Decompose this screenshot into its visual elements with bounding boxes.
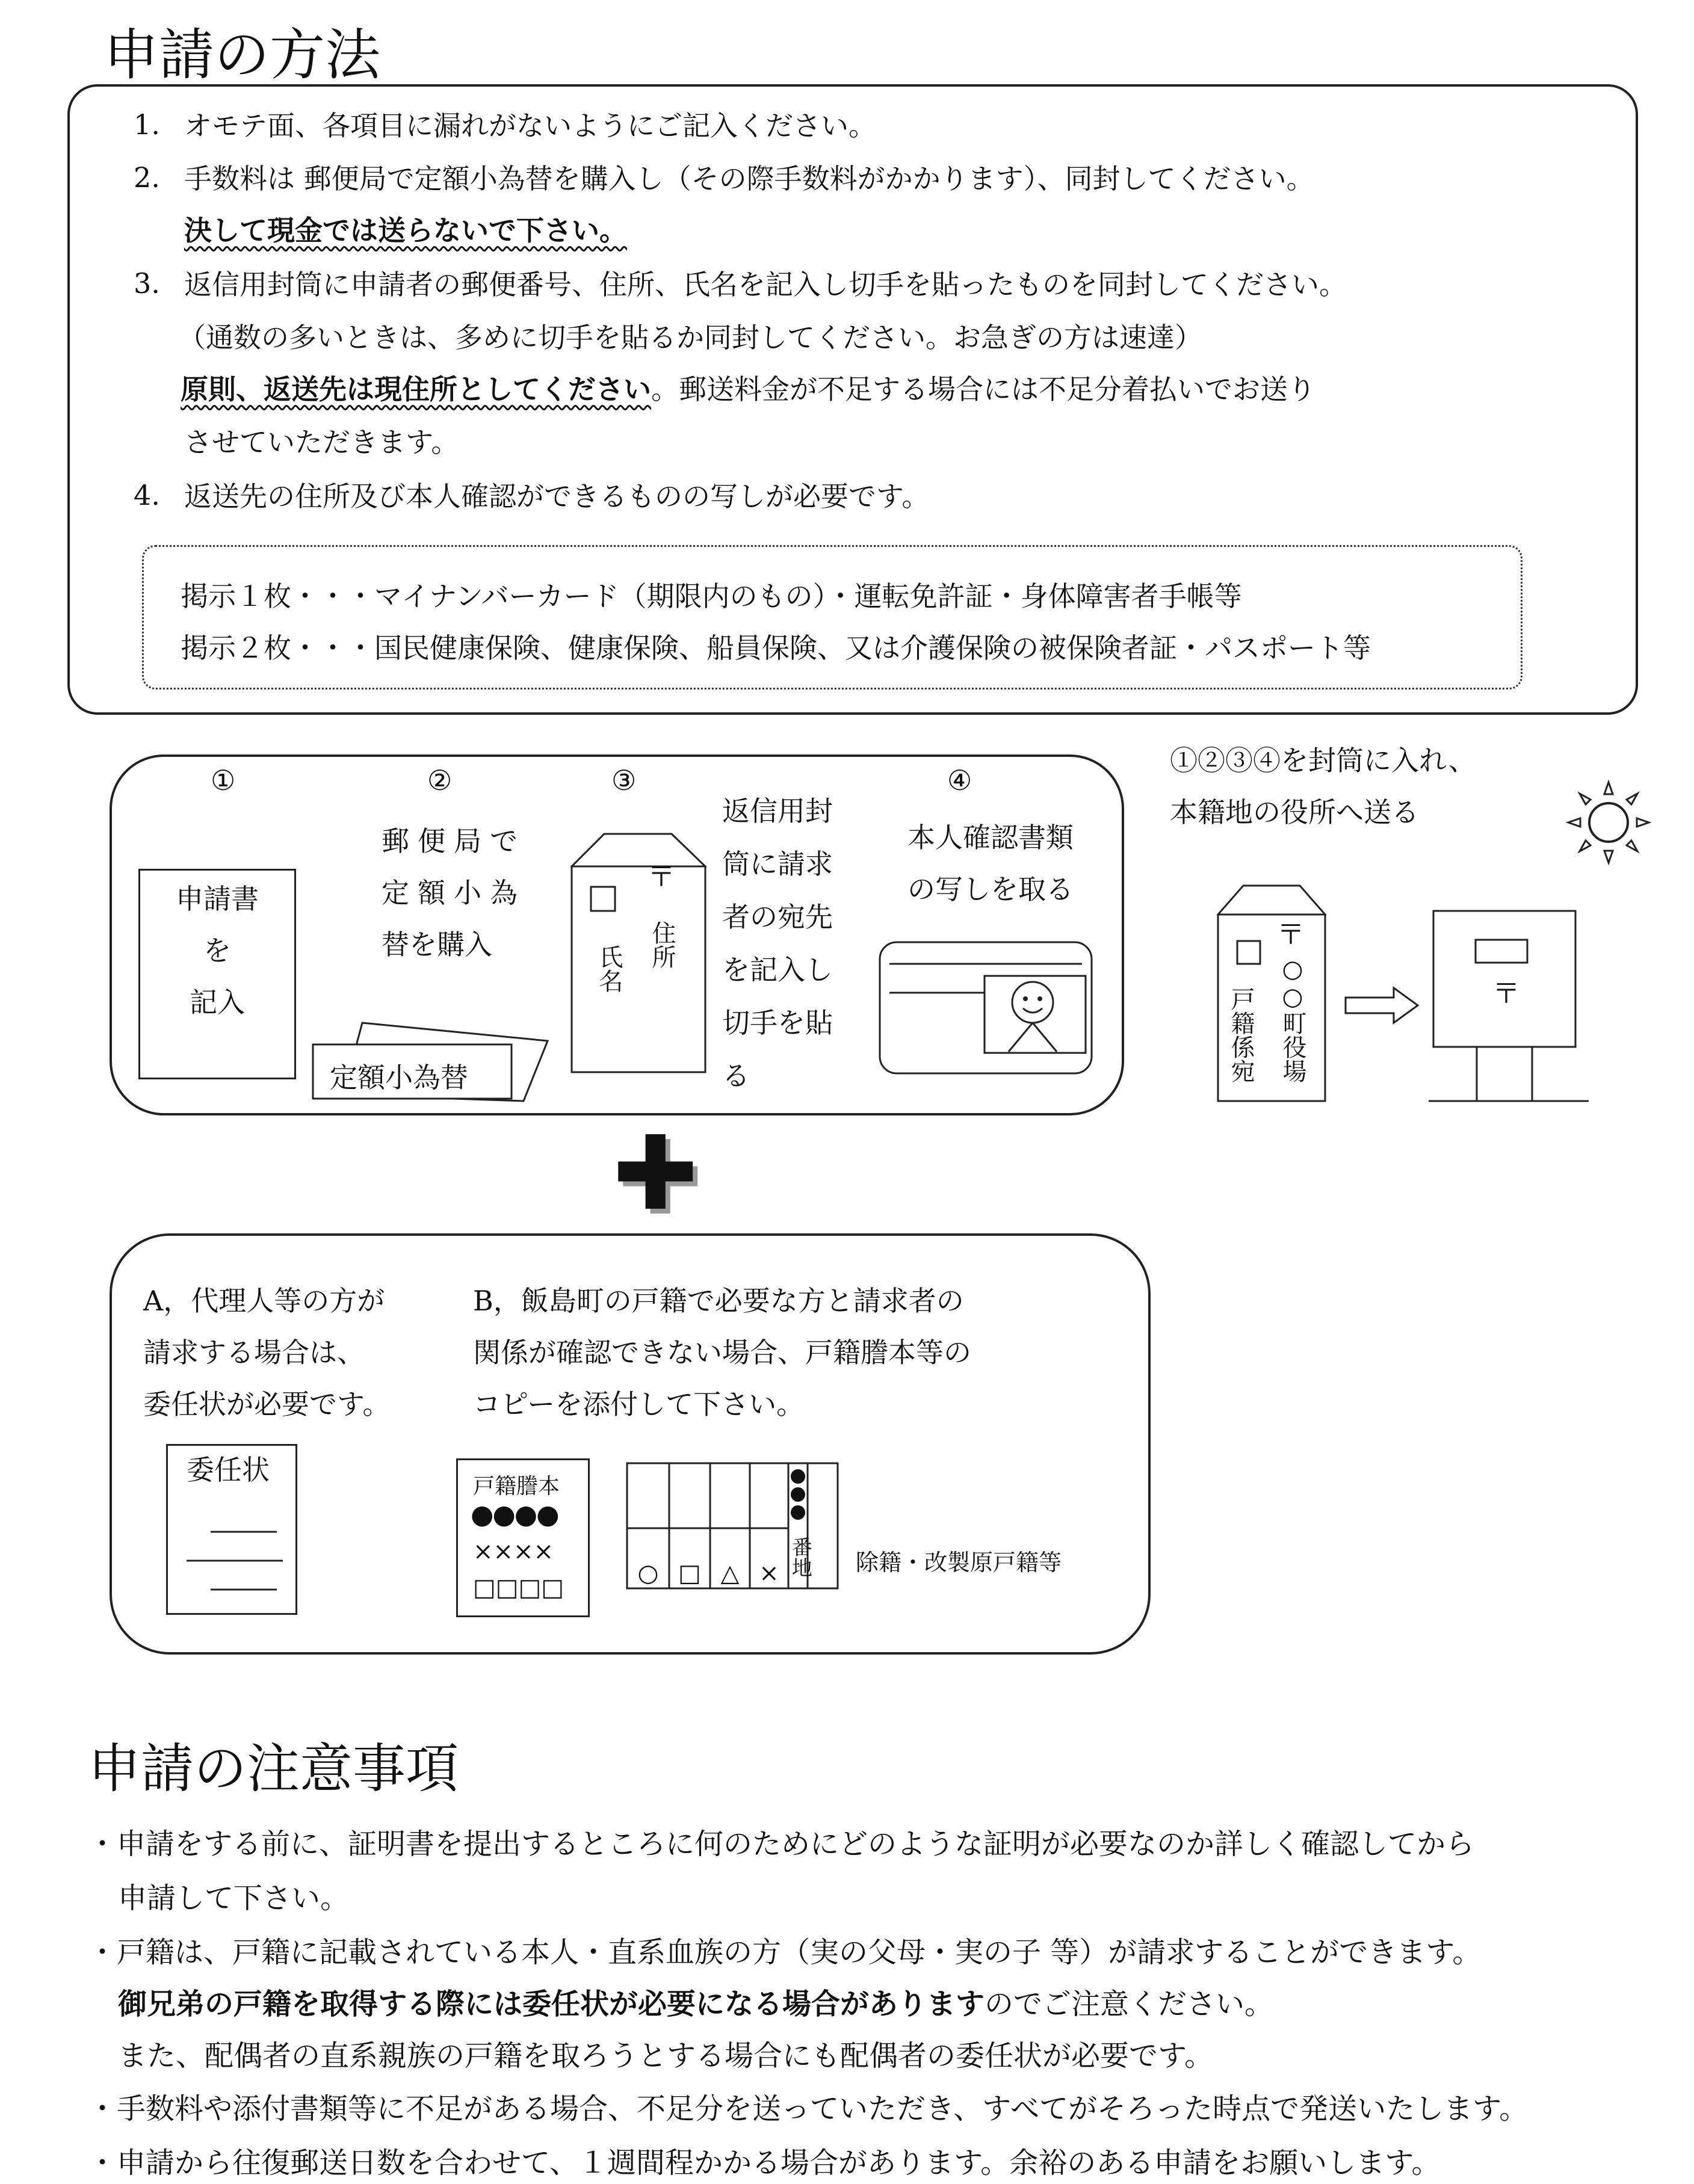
item-1-text: オモテ面、各項目に漏れがないようにご記入ください。: [184, 110, 876, 142]
step-3-line-1: 返信用封: [722, 795, 833, 827]
step-1-line-3: 記入: [190, 986, 245, 1019]
step-2-line-3: 替を購入: [382, 928, 492, 961]
proxy-document-lines: [175, 1522, 289, 1606]
step-3-line-5: 切手を貼: [722, 1007, 833, 1039]
case-b-line-2: 関係が確認できない場合、戸籍謄本等の: [473, 1336, 971, 1369]
step-1-line-1: 申請書: [176, 883, 259, 915]
proxy-document-title: 委任状: [187, 1454, 270, 1486]
sibling-proxy-warning: 御兄弟の戸籍を取得する際には委任状が必要になる場合があります: [118, 1987, 985, 2021]
step-2-line-1: 郵便局で: [382, 825, 526, 857]
return-envelope-name: 氏名: [595, 945, 623, 993]
item-3-sub1: （通数の多いときは、多めに切手を貼るか同封してください。お急ぎの方は速達）: [178, 321, 1202, 354]
old-register-banchi: 番地: [788, 1537, 812, 1578]
old-register-cell-1: ○: [637, 1559, 659, 1587]
item-2-number: 2.: [134, 161, 160, 194]
item-3-sub2: [181, 373, 1315, 406]
old-register-label: 除籍・改製原戸籍等: [856, 1549, 1062, 1576]
koseki-tohon-title: 戸籍謄本: [473, 1474, 560, 1499]
money-order-label: 定額小為替: [330, 1061, 468, 1094]
koseki-tohon-row-3: □□□□: [473, 1574, 564, 1602]
outgoing-envelope-name: 戸籍係宛: [1227, 987, 1255, 1083]
outgoing-envelope-postal-mark: 〒: [1277, 918, 1305, 951]
return-envelope-postal-mark: 〒: [648, 860, 675, 893]
note-4: ・申請から往復郵送日数を合わせて、１週間程かかる場合があります。余裕のある申請をお願いします。: [88, 2146, 1441, 2180]
step-4-number: ④: [947, 764, 972, 797]
item-3-number: 3.: [134, 267, 160, 300]
send-line-2: 本籍地の役所へ送る: [1170, 796, 1419, 828]
case-a-line-3: 委任状が必要です。: [143, 1388, 391, 1421]
method-title: 申請の方法: [104, 23, 381, 87]
old-register-cell-2: □: [678, 1559, 701, 1587]
sun-icon: [1565, 779, 1652, 866]
item-4-text: 返送先の住所及び本人確認ができるものの写しが必要です。: [184, 480, 930, 513]
note-3: ・手数料や添付書類等に不足がある場合、不足分を送っていただき、すべてがそろった時点で発送いたします。: [88, 2092, 1529, 2126]
step-2-line-2: 定額小為: [382, 877, 526, 909]
step-4-line-2: の写しを取る: [907, 873, 1074, 905]
step-4-line-1: 本人確認書類: [907, 821, 1074, 854]
note-1-line-2: 申請して下さい。: [118, 1881, 350, 1915]
case-a-line-2: 請求する場合は、: [143, 1336, 365, 1369]
koseki-tohon-row-2: ××××: [473, 1538, 554, 1566]
step-3-line-6: る: [722, 1060, 750, 1092]
item-4-number: 4.: [134, 479, 160, 511]
note-2-line-1: ・戸籍は、戸籍に記載されている本人・直系血族の方（実の父母・実の子 等）が請求することができます。: [88, 1936, 1482, 1969]
step-1-number: ①: [211, 764, 236, 797]
item-3-return-address-note: 原則、返送先は現住所としてください: [181, 373, 651, 406]
item-3-postage-note: 。郵送料金が不足する場合には不足分着払いでお送り: [651, 373, 1315, 406]
note-2-line-3: また、配偶者の直系親族の戸籍を取ろうとする場合にも配偶者の委任状が必要です。: [118, 2039, 1214, 2073]
item-2-warning: 決して現金では送らないで下さい。: [184, 214, 627, 247]
case-a-line-1: A，代理人等の方が: [143, 1285, 385, 1317]
step-2-number: ②: [427, 764, 453, 797]
item-3-sub3: させていただきます。: [184, 426, 459, 458]
outgoing-envelope-address: ○○町役場: [1279, 955, 1306, 1083]
old-register-cell-3: △: [720, 1559, 740, 1587]
id-docs-box: [142, 545, 1522, 689]
note-2-caution: のでご注意ください。: [985, 1987, 1274, 2021]
case-b-line-1: B，飯島町の戸籍で必要な方と請求者の: [473, 1285, 964, 1317]
step-3-line-3: 者の宛先: [722, 901, 833, 933]
plus-icon: ✚: [613, 1114, 699, 1233]
item-3-text: 返信用封筒に申請者の郵便番号、住所、氏名を記入し切手を貼ったものを同封してください。: [184, 268, 1347, 301]
note-2-line-2: [118, 1981, 1273, 2022]
id-docs-line-2: 掲示２枚・・・国民健康保険、健康保険、船員保険、又は介護保険の被保険者証・パスポート等: [181, 632, 1371, 664]
item-2-text: 手数料は 郵便局で定額小為替を購入し（その際手数料がかかります）、同封してください。: [184, 162, 1314, 195]
step-3-number: ③: [611, 764, 637, 797]
step-3-line-2: 筒に請求: [722, 848, 833, 880]
return-envelope-illustration: [570, 833, 706, 1073]
post-box-postal-mark: 〒: [1492, 977, 1520, 1010]
send-line-1: ①②③④を封筒に入れ、: [1170, 744, 1476, 777]
id-card-illustration: [877, 940, 1094, 1076]
case-b-line-3: コピーを添付して下さい。: [473, 1388, 805, 1421]
arrow-right-icon: [1343, 984, 1421, 1026]
id-docs-line-1: 掲示１枚・・・マイナンバーカード（期限内のもの）・運転免許証・身体障害者手帳等: [181, 580, 1242, 612]
note-1-line-1: ・申請をする前に、証明書を提出するところに何のためにどのような証明が必要なのか詳しく確認してから: [88, 1827, 1475, 1861]
notes-title: 申請の注意事項: [88, 1738, 459, 1800]
step-1-line-2: を: [203, 934, 231, 967]
return-envelope-address: 住所: [648, 921, 676, 969]
koseki-tohon-row-1: ●●●●: [471, 1499, 558, 1530]
step-3-line-4: を記入し: [722, 954, 833, 986]
item-1-number: 1.: [134, 108, 160, 141]
old-register-cell-4: ×: [759, 1559, 779, 1587]
